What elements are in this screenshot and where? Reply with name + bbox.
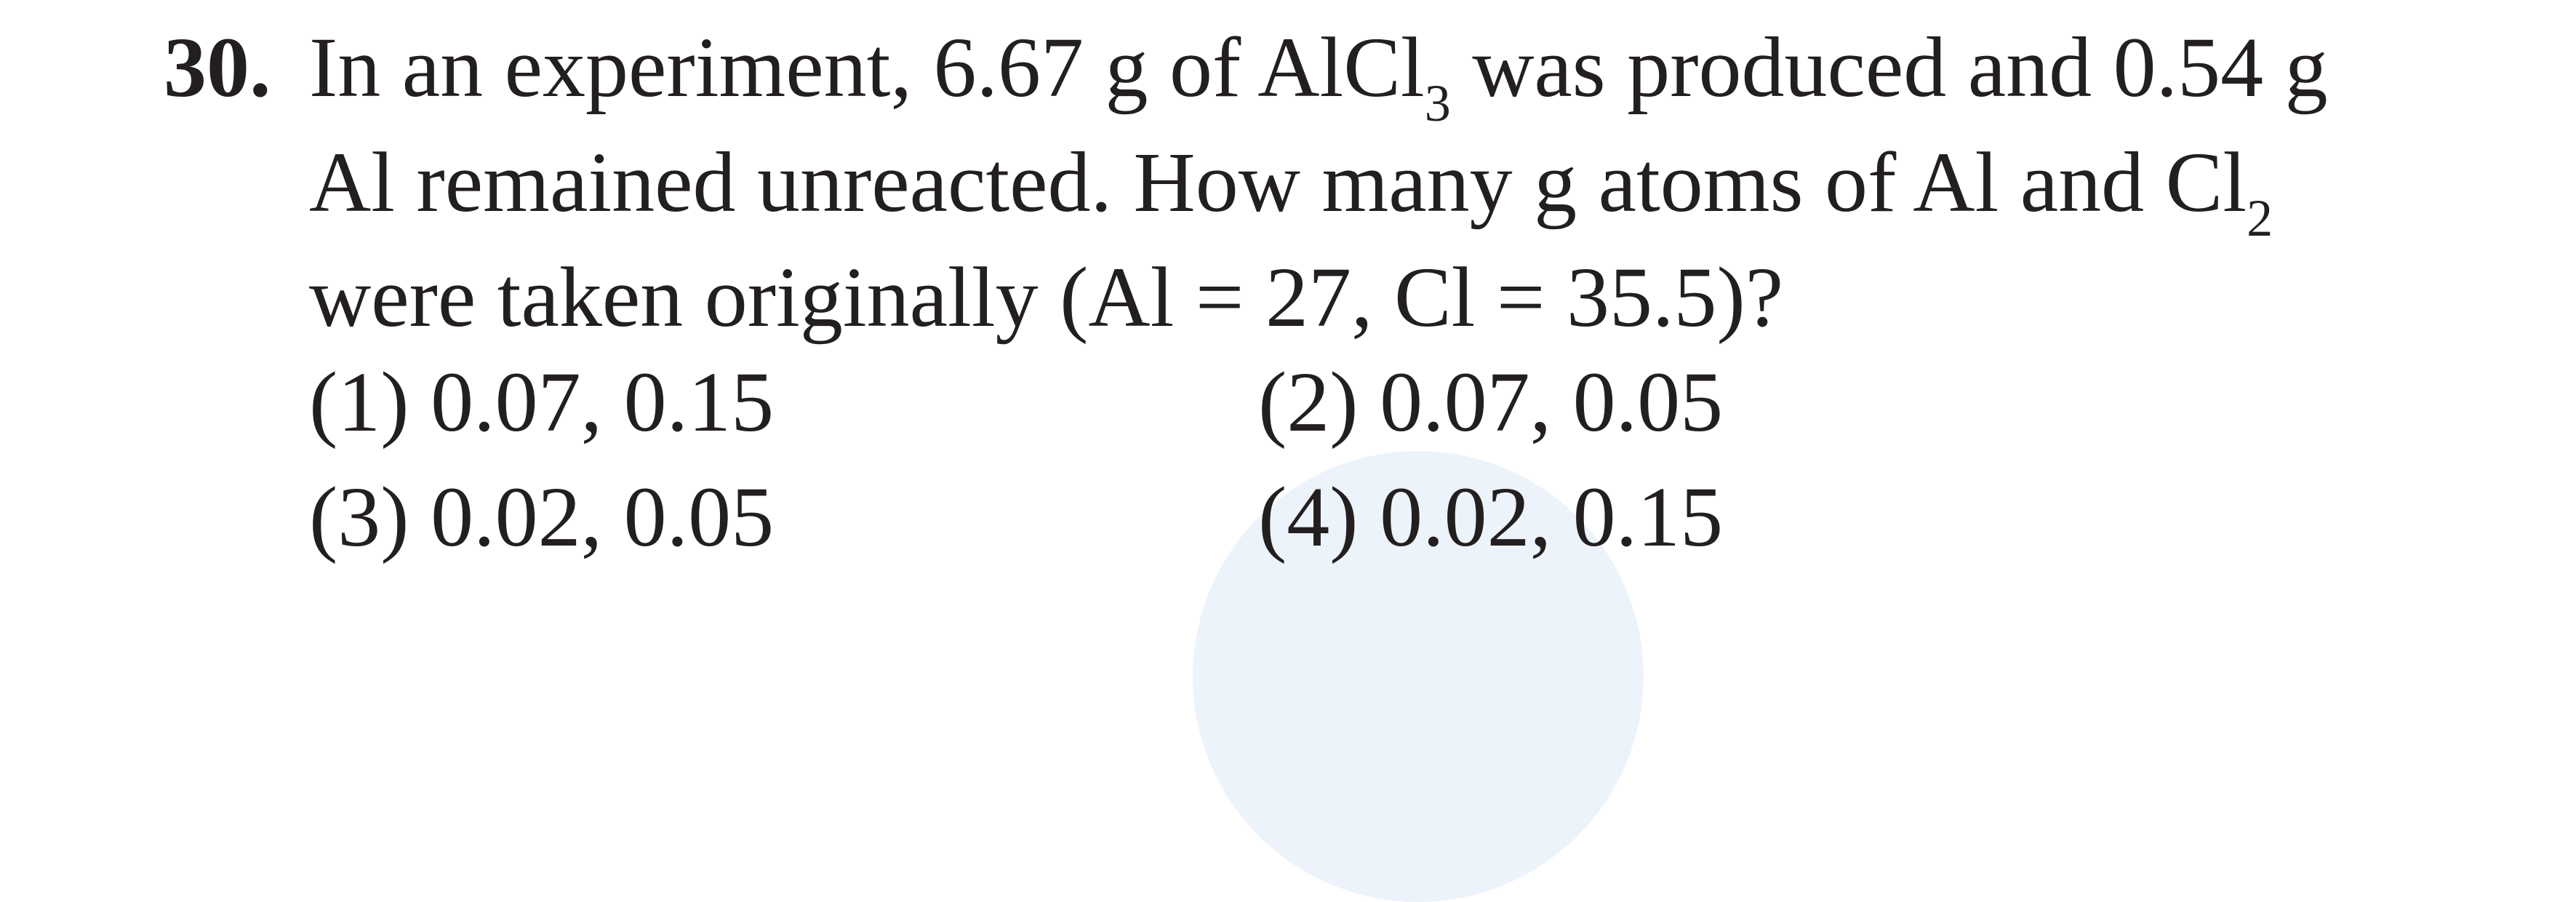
option-3-value: 0.02, 0.05 bbox=[431, 469, 775, 564]
question-stem bbox=[309, 10, 2491, 355]
option-1-label: (1) bbox=[309, 354, 409, 450]
question-line-1-text-b: was produced and 0.54 g bbox=[1450, 20, 2328, 115]
option-2-label: (2) bbox=[1258, 354, 1359, 450]
option-2-value: 0.07, 0.05 bbox=[1380, 354, 1724, 450]
question-line-1 bbox=[309, 10, 2491, 132]
option-4-value: 0.02, 0.15 bbox=[1380, 469, 1724, 564]
question-line-2-text-a: Al remained unreacted. How many g atoms of Al and Cl bbox=[309, 135, 2247, 230]
option-3[interactable] bbox=[309, 460, 774, 575]
question-line-3 bbox=[309, 240, 2491, 355]
question-line-2 bbox=[309, 125, 2491, 247]
option-2[interactable] bbox=[1258, 345, 1723, 460]
cl2-subscript: 2 bbox=[2247, 189, 2273, 247]
option-4[interactable] bbox=[1258, 460, 1723, 575]
alcl3-subscript: 3 bbox=[1424, 74, 1451, 132]
option-4-label: (4) bbox=[1258, 469, 1359, 564]
option-3-label: (3) bbox=[309, 469, 409, 564]
option-1-value: 0.07, 0.15 bbox=[431, 354, 775, 450]
question-line-1-text-a: In an experiment, 6.67 g of AlCl bbox=[309, 20, 1425, 115]
option-1[interactable] bbox=[309, 345, 774, 460]
question-number: 30. bbox=[164, 20, 271, 115]
question-line-3-text-a: were taken originally (Al = 27, Cl = 35.5)? bbox=[309, 250, 1784, 345]
